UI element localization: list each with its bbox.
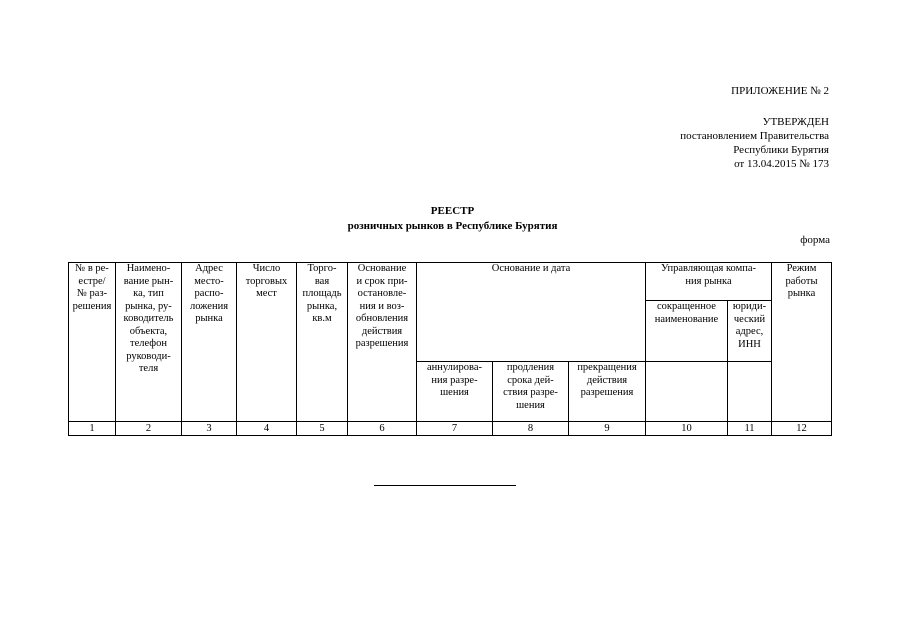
title-line: РЕЕСТР <box>430 205 475 217</box>
column-number: 7 <box>417 422 493 436</box>
column-number: 10 <box>646 422 728 436</box>
signature-divider <box>374 485 516 486</box>
column-number: 5 <box>297 422 348 436</box>
column-number: 12 <box>772 422 832 436</box>
header-group-cell: Управляющая компа- ния рынка <box>646 263 772 301</box>
header-cell: Адрес место- распо- ложения рынка <box>182 263 237 422</box>
header-cell: Число торговых мест <box>237 263 297 422</box>
appendix-label: ПРИЛОЖЕНИЕ № 2 <box>731 85 829 97</box>
column-number: 11 <box>728 422 772 436</box>
header-cell: № в ре- естре/ № раз- решения <box>69 263 116 422</box>
approval-block <box>529 115 829 171</box>
header-cell: прекращения действия разрешения <box>569 362 646 422</box>
column-number: 3 <box>182 422 237 436</box>
header-cell: Основание и срок при- остановле- ния и воз- обновления действия разрешения <box>348 263 417 422</box>
registry-table <box>68 262 832 436</box>
header-cell: Режим работы рынка <box>772 263 832 422</box>
header-cell: Наимено- вание рын- ка, тип рынка, ру- ководитель объекта, телефон руководи- теля <box>116 263 182 422</box>
header-cell: аннулирова- ния разре- шения <box>417 362 493 422</box>
decree-date-line: от 13.04.2015 № 173 <box>734 158 829 170</box>
header-cell: продления срока дей- ствия разре- шения <box>493 362 569 422</box>
header-cell: юриди- ческий адрес, ИНН <box>728 301 772 362</box>
document-title <box>0 204 905 234</box>
approved-label: УТВЕРЖДЕН <box>762 116 829 128</box>
column-number: 8 <box>493 422 569 436</box>
empty-cell <box>728 362 772 422</box>
column-number: 2 <box>116 422 182 436</box>
decree-line: постановлением Правительства <box>680 130 829 142</box>
decree-line: Республики Бурятия <box>733 144 829 156</box>
header-cell: Торго- вая площадь рынка, кв.м <box>297 263 348 422</box>
column-number: 4 <box>237 422 297 436</box>
column-number: 1 <box>69 422 116 436</box>
subtitle-line: розничных рынков в Республике Бурятия <box>347 220 558 232</box>
column-numbers-row <box>69 422 832 436</box>
column-number: 6 <box>348 422 417 436</box>
form-label: форма <box>800 234 830 246</box>
header-group-cell: Основание и дата <box>417 263 646 362</box>
column-number: 9 <box>569 422 646 436</box>
empty-cell <box>646 362 728 422</box>
header-cell: сокращенное наименование <box>646 301 728 362</box>
